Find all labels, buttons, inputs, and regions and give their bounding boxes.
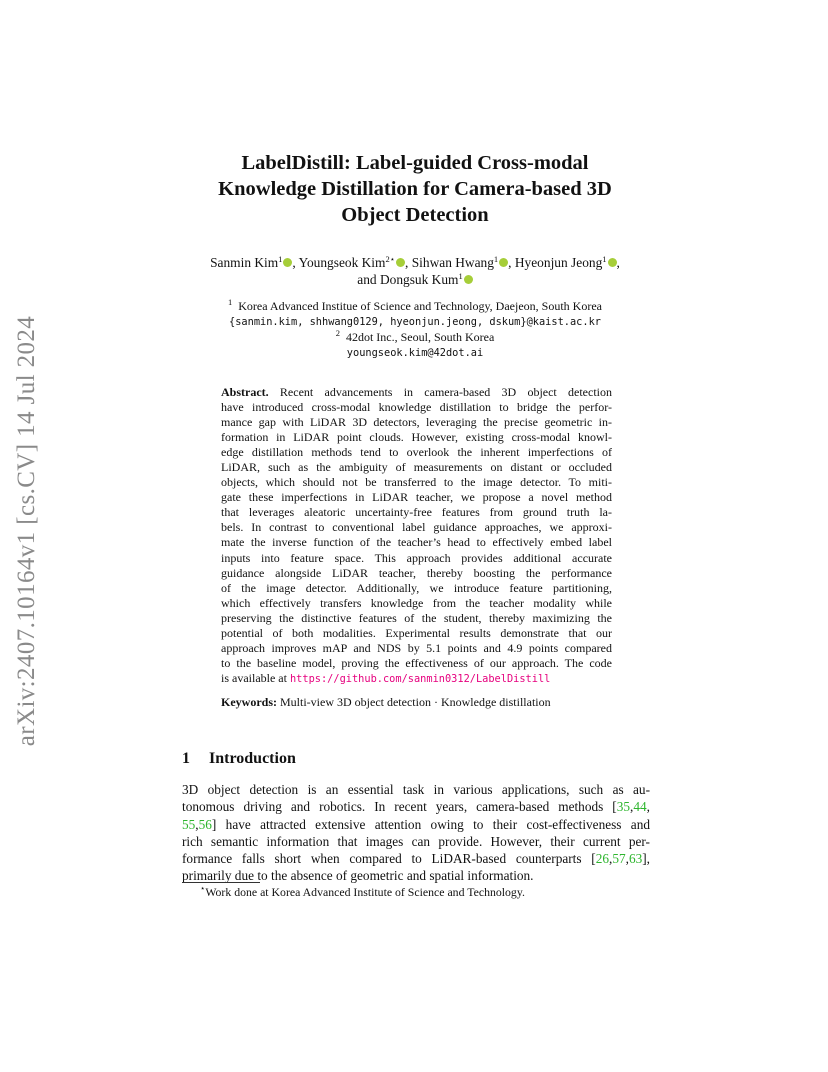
abstract-line: LiDAR, such as the ambiguity of measurements on distant or occluded [221,460,612,475]
abstract-line: guidance alongside LiDAR teacher, thereby boosting the performance [221,565,612,580]
author-list [150,254,680,288]
author-affil-mark: 1 [493,254,499,264]
affiliation-1-email[interactable]: {sanmin.kim, shhwang0129, hyeonjun.jeong, dskum}@kaist.ac.kr [229,315,601,328]
abstract-line: have introduced cross-modal knowledge distillation to bridge the perfor- [221,400,612,415]
intro-line: 55,56] have attracted extensive attention owing to their cost-effectiveness and [182,816,650,832]
abstract-text: is available at [221,670,287,685]
author-line-2 [150,271,680,288]
intro-line: formance falls short when compared to LiDAR-based counterparts [26,57,63], [182,851,650,867]
citation-link[interactable]: 63 [628,851,643,867]
author-line-1: Sanmin Kim$^1$ , Youngseok Kim$^{2⋆}$ , Sihwan Hwang$^1$ , Hyeonjun Jeong$^1$ , [210,254,620,270]
abstract-line: to the baseline model, proving the effectiveness of our approach. The code [221,655,612,670]
author-name: Hyeonjun Jeong [514,255,603,270]
citation-link[interactable]: 55 [182,816,196,832]
abstract-line: bels. In contrast to conventional label guidance approaches, we approxi- [221,520,612,535]
intro-line: primarily due to the absence of geometric and spatial information. [182,868,534,884]
affil-number: 2 [335,328,340,338]
abstract-line: mance gap with LiDAR 3D detectors, leveraging the precise geometric in- [221,415,612,430]
code-link[interactable]: https://github.com/sanmin0312/LabelDistill [289,672,551,685]
affiliation-2 [150,330,680,346]
abstract-line-last [221,671,612,687]
abstract [221,385,612,687]
abstract-line: gate these imperfections in LiDAR teacher, we propose a novel method [221,490,612,505]
title-line-3: Object Detection [341,204,489,226]
author-conjunction: and [357,272,377,287]
orcid-icon[interactable] [396,258,405,267]
affiliation-text: Korea Advanced Institue of Science and Technology, Daejeon, South Korea [238,299,602,313]
abstract-line: of the image detector. Additionally, we introduce feature partitioning, [221,580,612,595]
intro-line: tonomous driving and robotics. In recent years, camera-based methods [35,44, [182,799,650,815]
section-number: 1 [182,750,190,767]
abstract-line: edge distillation methods tend to overlook the inherent imperfections of [221,445,612,460]
author-name: Youngseok Kim [298,255,386,270]
intro-line: 3D object detection is an essential task in various applications, such as au- [182,782,650,797]
author-affil-mark: 1 [458,271,463,281]
arxiv-identifier: arXiv:2407.10164v1 [cs.CV] 14 Jul 2024 [13,315,40,747]
footnote-rule [182,882,260,883]
citation-link[interactable]: 44 [633,799,647,815]
abstract-line: formation in LiDAR point clouds. However, existing cross-modal knowl- [221,430,612,445]
author-name: Sanmin Kim [210,255,279,270]
keywords-text: Multi-view 3D object detection · Knowledge distillation [280,695,551,709]
abstract-line [221,385,612,400]
intro-text: tonomous driving and robotics. In recent years, camera-based methods [ [182,799,617,815]
keywords [221,695,621,710]
intro-text: formance falls short when compared to LiDAR-based counterparts [ [182,851,596,867]
orcid-icon[interactable] [608,258,617,267]
orcid-icon[interactable] [499,258,508,267]
footnote-text: Work done at Korea Advanced Institute of Science and Technology. [205,885,525,899]
abstract-line: inputs into feature space. This approach provides additional accurate [221,550,612,565]
affil-number: 1 [228,297,233,307]
abstract-line: objects, which should not be transferred to the image detector. To miti- [221,475,612,490]
abstract-label: Abstract. [221,385,269,399]
affiliation-text: 42dot Inc., Seoul, South Korea [345,330,495,344]
intro-paragraph [182,781,650,885]
citation-link[interactable]: 56 [198,816,212,832]
keywords-label: Keywords: [221,695,277,709]
author-affil-mark: 1 [602,254,607,264]
title-line-2: Knowledge Distillation for Camera-based 3D [218,178,612,200]
abstract-line: which effectively transfers knowledge from the teacher modality while [221,595,612,610]
footnote [200,885,525,900]
citation-link[interactable]: 35 [616,799,631,815]
author-affil-mark: 2⋆ [385,254,396,264]
title-line-1: LabelDistill: Label-guided Cross-modal [241,152,589,174]
abstract-text: Recent advancements in camera-based 3D object detection [279,385,613,399]
abstract-line: approach improves mAP and NDS by 5.1 points and 4.9 points compared [221,640,612,655]
citation-link[interactable]: 26 [595,851,609,867]
affiliations [150,299,680,361]
intro-text: ], [642,851,650,867]
author-affil-mark: 1 [278,254,283,264]
section-title: Introduction [209,750,296,767]
author-name: Dongsuk Kum [379,272,459,287]
affiliation-1 [150,299,680,315]
abstract-line: mate the inverse function of the teacher’s head to effectively embed label [221,535,612,550]
footnote-mark: ⋆ [200,883,206,893]
abstract-line: potential of both modalities. Experimental results demonstrate that our [221,625,612,640]
orcid-icon[interactable] [283,258,292,267]
abstract-line: that leverages aleatoric uncertainty-free features from ground truth la- [221,505,612,520]
paper-title [150,150,680,228]
abstract-line: preserving the distinctive features of the student, thereby maximizing the [221,610,612,625]
citation-link[interactable]: 57 [612,851,626,867]
orcid-icon[interactable] [464,275,473,284]
intro-text: ] have attracted extensive attention owing to their cost-effectiveness and [211,816,650,832]
intro-line: rich semantic information that images can provide. However, their current per- [182,833,650,849]
author-name: Sihwan Hwang [411,255,494,270]
affiliation-2-email[interactable]: youngseok.kim@42dot.ai [346,346,484,359]
